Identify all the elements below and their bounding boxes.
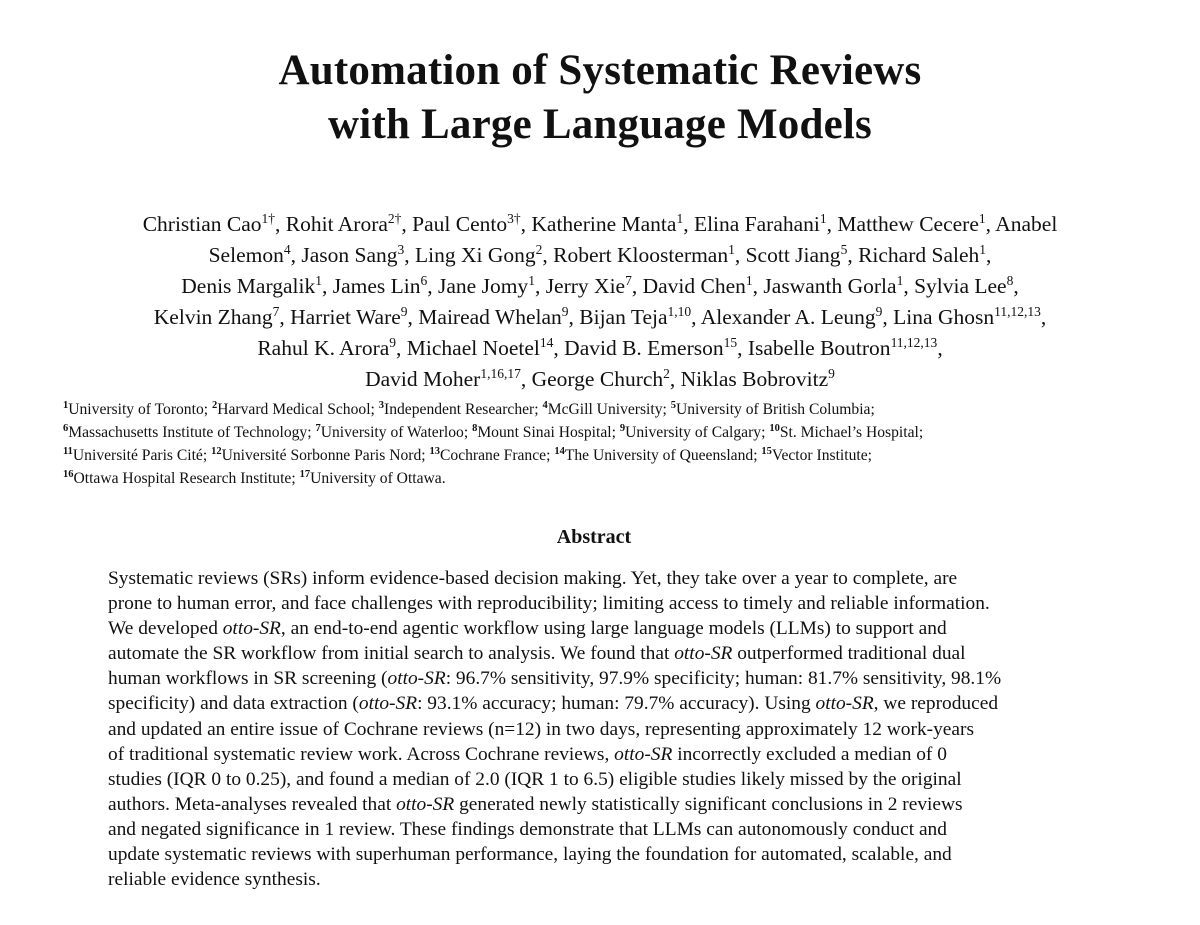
- author-name: Jason Sang: [301, 243, 398, 267]
- author-name: Alexander A. Leung: [700, 305, 876, 329]
- author-name: Katherine Manta: [531, 212, 677, 236]
- author-affiliation-mark: 1†: [261, 211, 276, 226]
- author-affiliation-mark: 7: [625, 273, 632, 288]
- author-separator: ,: [520, 367, 532, 391]
- author: [748, 336, 943, 360]
- affiliation-number: 15: [761, 446, 772, 457]
- affiliation-separator: ;: [870, 401, 875, 418]
- author-separator: ,: [321, 274, 333, 298]
- author-name: Sylvia Lee: [914, 274, 1007, 298]
- abstract-text: : 96.7% sensitivity, 97.9% specificity; human: 81.7% sensitivity, 98.1%: [445, 668, 1002, 690]
- abstract-text: , we reproduced: [873, 693, 999, 715]
- abstract-body: [108, 566, 1108, 892]
- affiliation-number: 7: [315, 423, 321, 434]
- affiliation-name: Cochrane France: [440, 447, 547, 464]
- author-separator: ,: [275, 212, 286, 236]
- author: [143, 212, 286, 236]
- author-separator: ,: [752, 274, 764, 298]
- author-name: Scott Jiang: [745, 243, 841, 267]
- affiliation-separator: ;: [918, 424, 924, 441]
- abstract-text: human workflows in SR screening (: [108, 668, 388, 690]
- affiliation-name: Université Sorbonne Paris Nord: [221, 447, 422, 464]
- author: [365, 367, 532, 391]
- affiliation-name: Harvard Medical School: [217, 401, 371, 418]
- abstract-text: specificity) and data extraction (: [108, 693, 359, 715]
- author-name: Isabelle Boutron: [747, 336, 891, 360]
- affiliation-number: 16: [63, 469, 74, 480]
- affiliation-name: Université Paris Cité: [72, 447, 203, 464]
- author: [546, 274, 643, 298]
- author-separator: ,: [553, 336, 565, 360]
- author-name: Rohit Arora: [285, 212, 388, 236]
- author: [532, 367, 681, 391]
- abstract-line: [108, 616, 1108, 641]
- system-name: otto-SR: [815, 693, 874, 715]
- author: [301, 243, 415, 267]
- affiliation-name: University of Ottawa: [310, 470, 442, 487]
- abstract-text: automate the SR workflow from initial search to analysis. We found that: [108, 643, 675, 665]
- author-affiliation-mark: 7: [272, 304, 280, 319]
- author-name: Elina Farahani: [693, 212, 820, 236]
- author: [415, 243, 553, 267]
- author: [412, 212, 531, 236]
- abstract-text: incorrectly excluded a median of 0: [672, 743, 947, 765]
- author-separator: ,: [568, 305, 580, 329]
- author-name: Matthew Cecere: [837, 212, 979, 236]
- author-affiliation-mark: 9: [875, 304, 883, 319]
- author: [209, 243, 302, 267]
- author-affiliation-mark: 1: [728, 242, 735, 257]
- abstract-text: generated newly statistically significant conclusions in 2 reviews: [454, 793, 963, 815]
- author-name: Lina Ghosn: [893, 305, 995, 329]
- paper-title: [0, 44, 1200, 152]
- author-affiliation-mark: 1: [896, 273, 904, 288]
- affiliation-separator: ;: [370, 401, 379, 418]
- author-affiliation-mark: 5: [840, 242, 848, 257]
- affiliation-name: University of Waterloo: [320, 424, 464, 441]
- affiliation-separator: ;: [421, 447, 430, 464]
- author-affiliation-mark: 6: [420, 273, 428, 288]
- abstract-line: [108, 792, 1108, 817]
- author-separator: ,: [427, 274, 439, 298]
- author-separator: ,: [279, 305, 291, 329]
- author-affiliation-mark: 8: [1006, 273, 1014, 288]
- abstract-text: , an end-to-end agentic workflow using large language models (LLMs) to support and: [280, 618, 947, 640]
- affiliation-separator: ;: [202, 447, 212, 464]
- affiliation-line: [63, 444, 1153, 467]
- author-name: Bijan Teja: [579, 305, 668, 329]
- author-name: David Moher: [365, 367, 481, 391]
- author: [763, 274, 914, 298]
- author: [407, 336, 564, 360]
- author: [681, 367, 835, 391]
- author-line: [60, 209, 1140, 240]
- author-affiliation-mark: 2†: [387, 211, 402, 226]
- author-name: Christian Cao: [142, 212, 262, 236]
- author-affiliation-mark: 1: [979, 242, 987, 257]
- author: [290, 305, 418, 329]
- affiliation-name: Ottawa Hospital Research Institute: [73, 470, 292, 487]
- system-name: otto-SR: [674, 643, 733, 665]
- author-affiliation-mark: 2: [535, 242, 543, 257]
- author-separator: ,: [401, 212, 413, 236]
- abstract-text: update systematic reviews with superhuman performance, laying the foundation for automated, scalable, and: [108, 844, 952, 866]
- author-name: Rahul K. Arora: [257, 336, 390, 360]
- author: [257, 336, 406, 360]
- abstract-text: prone to human error, and face challenges with reproducibility; limiting access to timely and reliable information.: [108, 593, 990, 615]
- author-separator: ,: [396, 336, 407, 360]
- affiliation-line: [63, 421, 1153, 444]
- affiliation-separator: ;: [753, 447, 762, 464]
- author-name: George Church: [531, 367, 664, 391]
- author: [995, 212, 1057, 236]
- author-name: Harriet Ware: [290, 305, 401, 329]
- author-affiliation-mark: 1: [745, 273, 753, 288]
- title-line-2: with Large Language Models: [328, 101, 872, 148]
- author-affiliation-mark: 9: [828, 366, 835, 381]
- affiliation-name: University of British Columbia: [676, 401, 871, 418]
- author-name: David B. Emerson: [564, 336, 724, 360]
- affiliation-separator: ;: [307, 424, 316, 441]
- abstract-line: [108, 867, 1108, 892]
- author-affiliation-mark: 14: [539, 335, 554, 350]
- author-name: Jane Jomy: [438, 274, 529, 298]
- affiliation-number: 13: [429, 446, 440, 457]
- author: [564, 336, 748, 360]
- abstract-text: of traditional systematic review work. Across Cochrane reviews,: [108, 743, 615, 765]
- system-name: otto-SR: [358, 693, 418, 715]
- affiliation-name: University of Calgary: [625, 424, 762, 441]
- author: [333, 274, 438, 298]
- title-line-1: Automation of Systematic Reviews: [278, 47, 922, 94]
- affiliation-name: Independent Researcher: [384, 401, 535, 418]
- author-name: Jaswanth Gorla: [763, 274, 897, 298]
- author-affiliation-mark: 15: [723, 335, 738, 350]
- author-affiliation-mark: 9: [389, 335, 397, 350]
- affiliation-separator: ;: [203, 401, 212, 418]
- affiliation-number: 2: [211, 400, 218, 411]
- author-name: David Chen: [642, 274, 746, 298]
- affiliation-number: 11: [63, 446, 73, 457]
- author-separator: ,: [937, 336, 943, 360]
- author-line: [60, 240, 1140, 271]
- system-name: otto-SR: [387, 668, 446, 690]
- author-separator: ,: [290, 243, 302, 267]
- author-separator: ,: [985, 212, 996, 236]
- author: [893, 305, 1046, 329]
- author-affiliation-mark: 1: [819, 211, 827, 226]
- author-separator: ,: [669, 367, 681, 391]
- abstract-text: : 93.1% accuracy; human: 79.7% accuracy). Using: [417, 693, 816, 715]
- affiliation-name: Mount Sinai Hospital: [477, 424, 612, 441]
- author-affiliation-mark: 1: [528, 273, 535, 288]
- affiliation-number: 10: [769, 423, 780, 434]
- author-list: [60, 209, 1140, 395]
- author-affiliation-mark: 1: [676, 211, 684, 226]
- affiliation-name: Massachusetts Institute of Technology: [68, 424, 308, 441]
- affiliation-separator: .: [441, 470, 446, 487]
- author: [746, 243, 858, 267]
- author-affiliation-mark: 1,16,17: [480, 366, 521, 381]
- author: [553, 243, 745, 267]
- author-affiliation-mark: 9: [400, 304, 408, 319]
- affiliation-number: 14: [554, 446, 565, 457]
- abstract-line: [108, 641, 1108, 666]
- author-separator: ,: [847, 243, 859, 267]
- system-name: otto-SR: [396, 793, 455, 815]
- affiliation-list: [63, 398, 1153, 490]
- author-separator: ,: [407, 305, 419, 329]
- author-separator: ,: [542, 243, 554, 267]
- author-separator: ,: [882, 305, 894, 329]
- author-name: Richard Saleh: [858, 243, 980, 267]
- abstract-text: Systematic reviews (SRs) inform evidence-based decision making. Yet, they take over a year to complete, are: [108, 568, 958, 589]
- abstract-line: [108, 591, 1108, 616]
- author: [837, 212, 995, 236]
- affiliation-number: 1: [63, 400, 69, 411]
- author-separator: ,: [1040, 305, 1047, 329]
- affiliation-number: 3: [378, 400, 385, 411]
- author-name: Mairead Whelan: [418, 305, 562, 329]
- author: [694, 212, 837, 236]
- author-affiliation-mark: 11,12,13: [994, 304, 1041, 319]
- author-separator: ,: [1013, 274, 1019, 298]
- author-name: Niklas Bobrovitz: [680, 367, 829, 391]
- abstract-text: and updated an entire issue of Cochrane reviews (n=12) in two days, representing approximately 12 work-years: [108, 718, 975, 740]
- abstract-text: reliable evidence synthesis.: [108, 869, 321, 891]
- abstract-text: We developed: [108, 618, 223, 640]
- system-name: otto-SR: [222, 618, 281, 640]
- author-separator: ,: [986, 243, 992, 267]
- author-name: Ling Xi Gong: [415, 243, 536, 267]
- abstract-line: [108, 717, 1108, 742]
- abstract-line: [108, 691, 1108, 716]
- author-separator: ,: [404, 243, 415, 267]
- author-separator: ,: [534, 274, 546, 298]
- abstract-text: authors. Meta-analyses revealed that: [108, 793, 397, 815]
- system-name: otto-SR: [614, 743, 673, 765]
- abstract-heading: Abstract: [556, 526, 632, 548]
- affiliation-name: St. Michael’s Hospital: [779, 424, 919, 441]
- author-name: Robert Kloosterman: [553, 243, 729, 267]
- author: [418, 305, 579, 329]
- author-affiliation-mark: 3: [397, 242, 405, 257]
- affiliation-name: University of Toronto: [68, 401, 204, 418]
- author: [579, 305, 700, 329]
- affiliation-name: The University of Queensland: [564, 447, 754, 464]
- author: [286, 212, 412, 236]
- author-affiliation-mark: 3†: [507, 211, 521, 226]
- affiliation-separator: ;: [761, 424, 770, 441]
- affiliation-separator: ;: [867, 447, 872, 464]
- author-name: Selemon: [208, 243, 284, 267]
- author-line: [60, 302, 1140, 333]
- affiliation-name: Vector Institute: [771, 447, 868, 464]
- author-separator: ,: [691, 305, 701, 329]
- affiliation-number: 9: [619, 423, 626, 434]
- author-separator: ,: [734, 243, 746, 267]
- author-separator: ,: [826, 212, 838, 236]
- author-name: James Lin: [332, 274, 421, 298]
- author-name: Michael Noetel: [406, 336, 540, 360]
- abstract-line: [108, 817, 1108, 842]
- author-affiliation-mark: 1: [315, 273, 322, 288]
- abstract-line: [108, 842, 1108, 867]
- affiliation-separator: ;: [662, 401, 671, 418]
- author-name: Paul Cento: [412, 212, 508, 236]
- author: [701, 305, 893, 329]
- author: [914, 274, 1019, 298]
- affiliation-separator: ;: [463, 424, 473, 441]
- author: [181, 274, 332, 298]
- author-affiliation-mark: 1,10: [667, 304, 692, 319]
- abstract-text: outperformed traditional dual: [732, 643, 966, 665]
- author-affiliation-mark: 2: [663, 366, 670, 381]
- author-affiliation-mark: 4: [283, 242, 291, 257]
- author-name: Denis Margalik: [181, 274, 316, 298]
- abstract-line: [108, 566, 1108, 591]
- author-name: Jerry Xie: [545, 274, 626, 298]
- author-affiliation-mark: 9: [561, 304, 569, 319]
- affiliation-separator: ;: [291, 470, 300, 487]
- author-line: [60, 364, 1140, 395]
- abstract-text: and negated significance in 1 review. These findings demonstrate that LLMs can autonomously conduct and: [108, 818, 947, 840]
- abstract-line: [108, 767, 1108, 792]
- author: [858, 243, 991, 267]
- affiliation-separator: ;: [546, 447, 555, 464]
- affiliation-number: 12: [211, 446, 222, 457]
- author-affiliation-mark: 1: [978, 211, 986, 226]
- author-separator: ,: [903, 274, 915, 298]
- author-separator: ,: [737, 336, 748, 360]
- author-separator: ,: [683, 212, 694, 236]
- author-line: [60, 333, 1140, 364]
- affiliation-separator: ;: [611, 424, 620, 441]
- affiliation-number: 4: [542, 400, 548, 411]
- author-affiliation-mark: 11,12,13: [890, 335, 938, 350]
- affiliation-line: [63, 398, 1153, 421]
- author: [531, 212, 694, 236]
- abstract-line: [108, 666, 1108, 691]
- author-separator: ,: [520, 212, 532, 236]
- author-line: [60, 271, 1140, 302]
- author: [643, 274, 764, 298]
- affiliation-number: 17: [299, 469, 311, 480]
- author: [154, 305, 290, 329]
- author-name: Kelvin Zhang: [153, 305, 273, 329]
- affiliation-number: 8: [472, 423, 478, 434]
- affiliation-number: 5: [670, 400, 676, 411]
- abstract-text: studies (IQR 0 to 0.25), and found a median of 2.0 (IQR 1 to 6.5) eligible studies likely missed by the original: [108, 768, 962, 790]
- author: [438, 274, 546, 298]
- affiliation-number: 6: [63, 423, 69, 434]
- author-separator: ,: [631, 274, 643, 298]
- affiliation-separator: ;: [534, 401, 543, 418]
- affiliation-line: [63, 467, 1153, 490]
- affiliation-name: McGill University: [547, 401, 663, 418]
- author-name: Anabel: [995, 212, 1058, 236]
- abstract-line: [108, 742, 1108, 767]
